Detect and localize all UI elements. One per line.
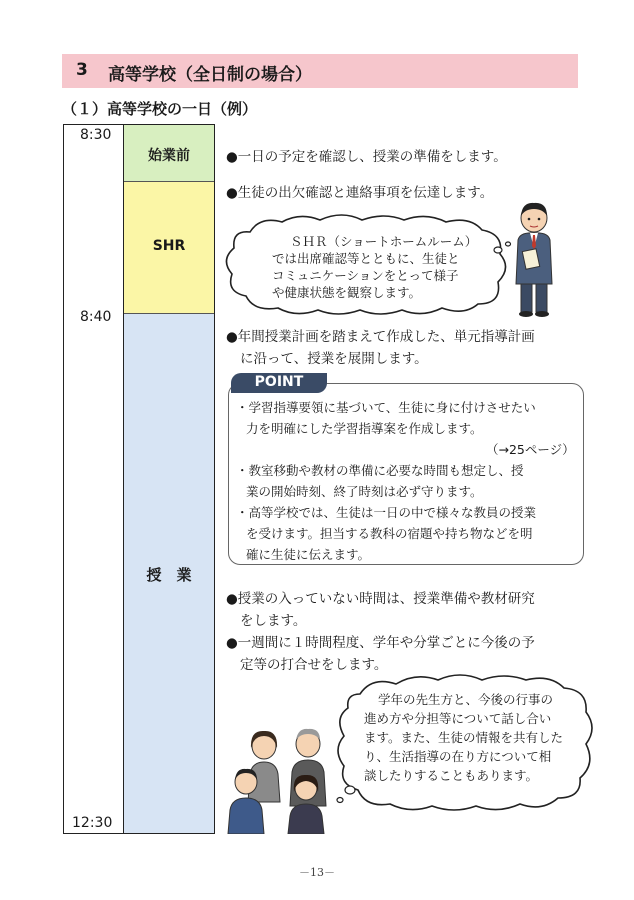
time-label-end: 12:30 xyxy=(72,815,113,831)
point-line: ・学習指導要領に基づいて、生徒に身に付けさせたい xyxy=(236,400,536,415)
meeting-bubble-line: ます。また、生徒の情報を共有した xyxy=(364,730,564,745)
meeting-bubble-line: 学年の先生方と、今後の行事の xyxy=(378,692,554,707)
point-line: を受けます。担当する教科の宿題や持ち物などを明 xyxy=(246,526,533,541)
bullet-meeting-line2: 定等の打合せをします。 xyxy=(240,657,388,673)
period-label: 始業前 xyxy=(148,148,190,164)
period-label: SHR xyxy=(152,238,186,254)
section-heading xyxy=(62,54,578,88)
period-shr xyxy=(124,182,214,314)
point-line: 力を明確にした学習指導案を作成します。 xyxy=(246,421,483,436)
section-number: 3 xyxy=(76,60,88,80)
point-line: 確に生徒に伝えます。 xyxy=(246,547,371,562)
meeting-bubble-line: 談したりすることもあります。 xyxy=(364,768,539,783)
time-label-start: 8:30 xyxy=(80,127,112,143)
page-number: －13－ xyxy=(299,866,335,879)
period-class xyxy=(124,314,214,833)
point-tag xyxy=(231,373,327,393)
point-line: ・高等学校では、生徒は一日の中で様々な教員の授業 xyxy=(236,505,537,520)
bullet-free-time-line1: ●授業の入っていない時間は、授業準備や教材研究 xyxy=(226,591,535,607)
time-label-class-start: 8:40 xyxy=(80,309,112,325)
period-before-school xyxy=(124,125,214,182)
bullet-free-time-line2: をします。 xyxy=(240,613,307,629)
point-line: ・教室移動や教材の準備に必要な時間も想定し、授 xyxy=(236,463,524,478)
bullet-meeting-line1: ●一週間に１時間程度、学年や分掌ごとに今後の予 xyxy=(226,635,535,651)
point-page-reference: （→25ページ） xyxy=(486,442,575,457)
teacher-illustration xyxy=(510,200,558,318)
bullet-before-school: ●一日の予定を確認し、授業の準備をします。 xyxy=(226,149,507,165)
shr-bubble-line: や健康状態を観察します。 xyxy=(272,285,422,300)
shr-bubble-line: コミュニケーションをとって様子 xyxy=(272,268,459,283)
bullet-class-plan-line1: ●年間授業計画を踏まえて作成した、単元指導計画 xyxy=(226,329,535,345)
subsection-title: （１）高等学校の一日（例） xyxy=(62,100,258,118)
period-label: 授 業 xyxy=(146,566,192,584)
meeting-bubble-line: 進め方や分担等について話し合い xyxy=(364,711,552,726)
meeting-bubble-line: り、生活指導の在り方について相 xyxy=(364,749,552,764)
bullet-shr: ●生徒の出欠確認と連絡事項を伝達します。 xyxy=(226,185,494,201)
point-line: 業の開始時刻、終了時刻は必ず守ります。 xyxy=(246,484,483,499)
point-tag-label: POINT xyxy=(254,374,304,390)
shr-bubble-line: では出席確認等とともに、生徒と xyxy=(272,251,460,266)
bullet-class-plan-line2: に沿って、授業を展開します。 xyxy=(240,351,428,367)
section-title: 高等学校（全日制の場合） xyxy=(108,65,312,85)
shr-bubble-line: ＳＨＲ（ショートホームルーム） xyxy=(290,234,478,249)
teachers-meeting-illustration xyxy=(226,722,342,834)
